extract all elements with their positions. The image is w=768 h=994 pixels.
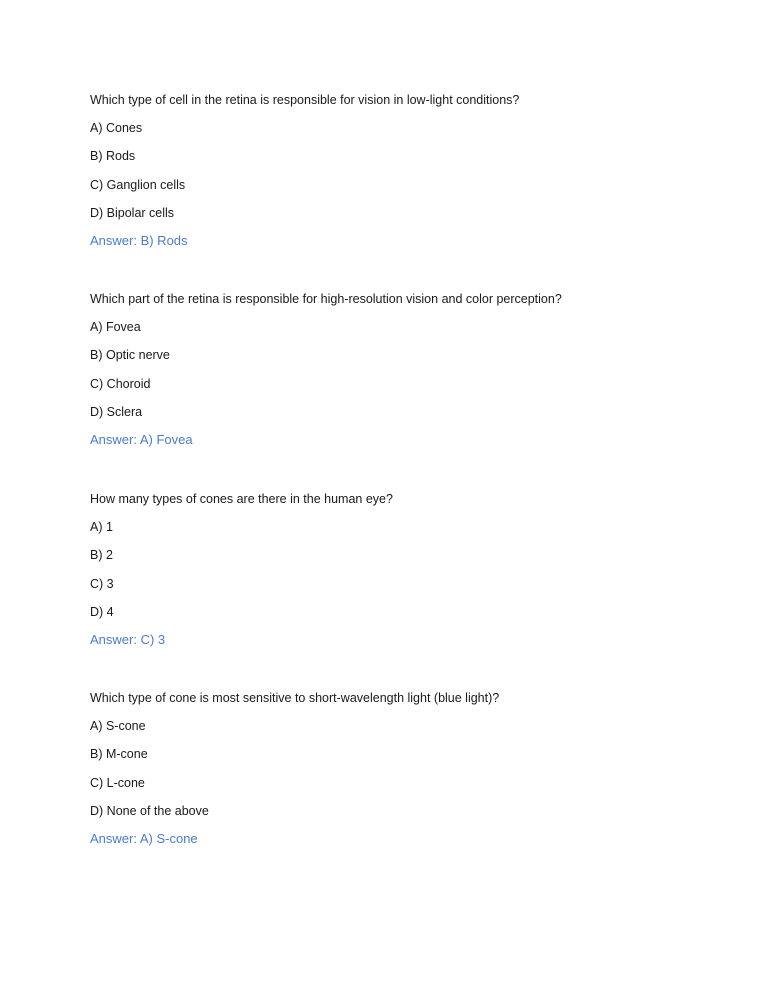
answer-option: A) S-cone <box>90 719 146 733</box>
correct-answer: Answer: A) S-cone <box>90 831 198 847</box>
answer-option: D) 4 <box>90 604 114 619</box>
answer-option: A) Fovea <box>90 320 141 334</box>
question-block <box>90 92 690 249</box>
answer-option: C) L-cone <box>90 775 145 790</box>
answer-option: C) Choroid <box>90 376 151 391</box>
correct-answer: Answer: C) 3 <box>90 632 166 648</box>
answer-option: B) Rods <box>90 149 136 164</box>
answer-option: D) None of the above <box>90 803 209 818</box>
question-block <box>90 291 690 448</box>
question-block <box>90 491 690 648</box>
answer-option: D) Bipolar cells <box>90 205 175 220</box>
question-text: Which type of cell in the retina is responsible for vision in low-light conditions? <box>90 93 520 107</box>
question-block <box>90 690 690 847</box>
answer-option: C) 3 <box>90 576 114 591</box>
correct-answer: Answer: B) Rods <box>90 233 188 249</box>
answer-option: A) Cones <box>90 121 143 135</box>
answer-option: B) Optic nerve <box>90 348 170 363</box>
question-text: Which part of the retina is responsible for high-resolution vision and color perception? <box>90 292 562 306</box>
question-text: Which type of cone is most sensitive to short-wavelength light (blue light)? <box>90 691 500 705</box>
answer-option: D) Sclera <box>90 404 143 419</box>
answer-option: B) M-cone <box>90 747 148 762</box>
answer-option: C) Ganglion cells <box>90 177 186 192</box>
question-text: How many types of cones are there in the human eye? <box>90 492 393 506</box>
answer-option: A) 1 <box>90 520 113 534</box>
answer-option: B) 2 <box>90 548 113 563</box>
correct-answer: Answer: A) Fovea <box>90 432 193 448</box>
